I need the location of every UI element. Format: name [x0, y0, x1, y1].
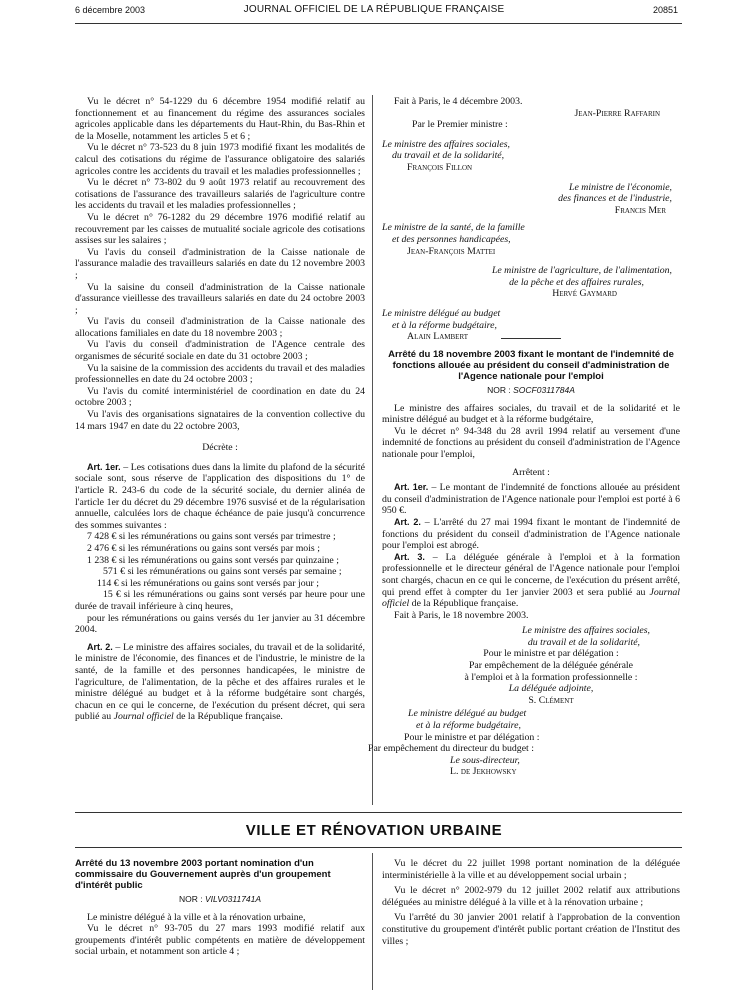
s2-line-3: Le sous-directeur,: [450, 754, 520, 766]
short-rule-1: [501, 338, 561, 339]
section-title: VILLE ET RÉNOVATION URBAINE: [245, 822, 503, 839]
section-top-rule: [75, 812, 682, 813]
header-date: 6 décembre 2003: [75, 5, 146, 15]
signatory-1-title: Le ministre des affaires sociales,: [382, 138, 510, 150]
vu-6: Vu la saisine du conseil d'administration de la Caisse nationale d'assurance vieillesse des travailleurs salariés en date du 24 octobre 2003 ;: [75, 281, 365, 316]
vu-2: Vu le décret n° 73-523 du 8 juin 1973 modifié fixant les modalités de calcul des cotisations du régime de l'assurance obligatoire des salariés agricoles contre les accidents du travail et les maladies professionnelles ;: [75, 142, 365, 177]
article-2: [75, 642, 365, 723]
s1-title-2: du travail et de la solidarité,: [527, 636, 640, 648]
signatory-1-name: François Fillon: [407, 161, 473, 173]
signatory-3-title: Le ministre de la santé, de la famille: [382, 222, 525, 234]
signatory-4-title-2: de la pêche et des affaires rurales,: [509, 276, 644, 288]
s2-title-2: et à la réforme budgétaire,: [416, 720, 521, 732]
vu-10: Vu l'avis du comité interministériel de coordination en date du 24 octobre 2003 ;: [75, 385, 365, 409]
article-1: [75, 462, 365, 532]
article-1-text: – Les cotisations dues dans la limite du plafond de la sécurité sociale sont, sous réserve de l'application des dispositions du 1° de l'article R. 243-6 du code de la sécurité sociale, du dernier alinéa de l'article 1er du décret du 29 décembre 1976 susvisé et de la régularisation annuelle, calculées lors de chaque échéance de paie jusqu'à concurrence des sommes suivantes :: [75, 461, 365, 531]
column-divider: [372, 95, 373, 805]
arrete-1-title: Arrêté du 18 novembre 2003 fixant le montant de l'indemnité de fonctions allouée au président du conseil d'administration de l'Agence nationale pour l'emploi: [388, 349, 674, 382]
arrete-2-p5: Vu l'arrêté du 30 janvier 2001 relatif à l'approbation de la convention constitutive du groupement d'intérêt public portant création de l'Institut des villes ;: [382, 912, 680, 947]
section-bottom-rule: [75, 847, 682, 848]
signatory-1: [382, 139, 680, 174]
s2-title: Le ministre délégué au budget: [408, 708, 527, 720]
arrete-1-art2-label: Art. 2.: [394, 516, 421, 527]
arrete-1-art3-end: de la République française.: [409, 598, 519, 610]
amount-period: pour les rémunérations ou gains versés du 1er janvier au 31 décembre 2004.: [75, 612, 365, 636]
arrete-1-p1: Le ministre des affaires sociales, du travail et de la solidarité et le ministre délégué au budget et à la réforme budgétaire,: [382, 402, 680, 426]
article-2-text: – Le ministre des affaires sociales, du travail et de la solidarité, le ministre de l'économie, des finances et de l'industrie, le ministre de la santé, de la famille et des personnes handicapées, le ministre de l'agriculture, de l'alimentation, de la pêche et des affaires rurales et le ministre délégué au budget et à la réforme budgétaire sont chargés, chacun en ce qui le concerne, de l'exécution du présent décret, qui sera publié au: [75, 641, 365, 723]
arrete-2-p3: Vu le décret du 22 juillet 1998 portant nomination de la déléguée interministérielle à la ville et au développement social urbain ;: [382, 858, 680, 881]
arrete-2-nor: [75, 894, 365, 906]
page-header: [0, 0, 748, 24]
s1-name: S. Clément: [528, 694, 574, 706]
signatory-2-title: Le ministre de l'économie,: [569, 181, 672, 193]
arrete-ville: [75, 858, 365, 958]
article-2-label: Art. 2.: [87, 641, 113, 652]
nor-label: NOR :: [487, 385, 511, 395]
signatory-4: [382, 265, 680, 300]
signatory-5-name: Alain Lambert: [407, 331, 468, 343]
arretent: Arrêtent :: [512, 466, 550, 478]
s1-line-4: La déléguée adjointe,: [508, 683, 594, 695]
amount-1: 7 428 € si les rémunérations ou gains sont versés par trimestre ;: [87, 531, 336, 543]
arrete-1-art3: [382, 552, 680, 610]
journal-officiel-ref: Journal officiel: [113, 711, 174, 723]
signatory-3-name: Jean-François Mattei: [407, 245, 496, 257]
vu-5: Vu l'avis du conseil d'administration de la Caisse nationale de l'assurance maladie des travailleurs salariés en date du 12 novembre 2003 ;: [75, 246, 365, 281]
arrete-1-nor: [382, 385, 680, 397]
amount-5: 114 € si les rémunérations ou gains sont versés par jour ;: [97, 577, 319, 589]
header-rule: [75, 23, 682, 24]
arrete-1-art1-text: – Le montant de l'indemnité de fonctions allouée au président du conseil d'administration de l'Agence nationale pour l'emploi est porté à 6 950 €.: [382, 482, 680, 517]
signatory-4-name: Hervé Gaymard: [552, 288, 617, 300]
s1-line-2: Par empêchement de la déléguée générale: [468, 660, 633, 672]
amount-3: 1 238 € si les rémunérations ou gains sont versés par quinzaine ;: [87, 554, 339, 566]
vu-7: Vu l'avis du conseil d'administration de la Caisse nationale des allocations familiales en date du 18 novembre 2003 ;: [75, 316, 365, 339]
article-2-end: de la République française.: [173, 711, 283, 723]
arrete-1-signatory-2: [382, 708, 680, 731]
nor-label-2: NOR :: [178, 894, 203, 904]
arrete-1-art2: [382, 517, 680, 552]
decrete: Décrète :: [202, 442, 238, 454]
page-number: 20851: [652, 5, 678, 15]
signature-pm: Jean-Pierre Raffarin: [574, 107, 660, 119]
par-premier-ministre: Par le Premier ministre :: [412, 119, 508, 131]
signatory-4-title: Le ministre de l'agriculture, de l'alimentation,: [491, 265, 672, 277]
signatory-2: [382, 182, 680, 217]
s2-line-2: Par empêchement du directeur du budget :: [368, 743, 534, 755]
arrete-2-p1: Le ministre délégué à la ville et à la rénovation urbaine,: [87, 911, 306, 923]
signatory-2-name: Francis Mer: [614, 204, 666, 216]
journal-title: JOURNAL OFFICIEL DE LA RÉPUBLIQUE FRANÇAISE: [243, 4, 505, 15]
vu-9: Vu la saisine de la commission des accidents du travail et des maladies professionnelles en date du 24 octobre 2003 ;: [75, 362, 365, 386]
amount-6: 15 € si les rémunérations ou gains sont versés par heure pour une durée de travail inférieure à cinq heures,: [75, 589, 365, 612]
amount-2: 2 476 € si les rémunérations ou gains sont versés par mois ;: [87, 542, 320, 554]
vu-4: Vu le décret n° 76-1282 du 29 décembre 1976 modifié relatif au recouvrement par les caisses de mutualité sociale agricole des cotisations assises sur les salaires ;: [75, 211, 365, 247]
arrete-1-art1: [382, 482, 680, 517]
vu-11: Vu l'avis des organisations signataires de la convention collective du 14 mars 1947 en date du 22 octobre 2003,: [75, 409, 365, 432]
arrete-1-signatory-1-delegation: [382, 648, 680, 706]
arrete-1-signatory-1: [382, 625, 680, 648]
signatory-3: [382, 222, 680, 257]
signatory-3-title-2: et des personnes handicapées,: [392, 233, 511, 245]
fait-paris-2: Fait à Paris, le 18 novembre 2003.: [394, 609, 529, 621]
nor-code: SOCF0311784A: [513, 385, 575, 395]
column-divider-bottom: [372, 853, 373, 990]
vu-3: Vu le décret n° 73-802 du 9 août 1973 relatif au recouvrement des cotisations de l'assurance des travailleurs salariés de l'agriculture contre les accidents du travail et les maladies professionnelles ;: [75, 177, 365, 212]
arrete-1-p2: Vu le décret n° 94-348 du 28 avril 1994 relatif au versement d'une indemnité de fonctions au président du conseil d'administration de l'Agence nationale pour l'emploi,: [382, 425, 680, 460]
arrete-1-art1-label: Art. 1er.: [394, 482, 429, 493]
decree-body: [75, 96, 365, 723]
fait-paris-1: Fait à Paris, le 4 décembre 2003.: [394, 96, 523, 107]
arrete-1-art2-text: – L'arrêté du 27 mai 1994 fixant le montant de l'indemnité de fonctions du président du conseil d'administration de l'Agence nationale pour l'emploi est abrogé.: [382, 516, 680, 552]
journal-officiel-ref-2: Journal officiel: [382, 586, 680, 610]
signatory-5-title-2: et à la réforme budgétaire,: [392, 319, 497, 331]
arrete-2-title: Arrêté du 13 novembre 2003 portant nomination d'un commissaire du Gouvernement auprès d'un groupement d'intérêt public: [75, 858, 331, 891]
amount-4: 571 € si les rémunérations ou gains sont versés par semaine ;: [103, 566, 342, 578]
nor-code-2: VILV0311741A: [204, 894, 262, 904]
arrete-1-art3-text: – La déléguée générale à l'emploi et à la formation professionnelle et le directeur général de l'Agence nationale pour l'emploi sont chargés, chacun en ce qui le concerne, de l'exécution du présent arrêté, qui prend effet à compter du 1er janvier 2003 et sera publié au: [382, 551, 681, 598]
signatory-5-title: Le ministre délégué au budget: [382, 307, 501, 319]
s1-title: Le ministre des affaires sociales,: [522, 625, 650, 637]
s2-line-1: Pour le ministre et par délégation :: [404, 731, 540, 743]
arrete-2-p2: Vu le décret n° 93-705 du 27 mars 1993 modifié relatif aux groupements d'intérêt public compétents en matière de développement social urbain, et notamment son article 4 ;: [75, 923, 365, 958]
vu-8: Vu l'avis du conseil d'administration de l'Agence centrale des organismes de sécurité sociale en date du 31 octobre 2003 ;: [75, 339, 365, 363]
s1-line-1: Pour le ministre et par délégation :: [483, 648, 619, 660]
s2-name: L. de Jekhowsky: [450, 766, 517, 778]
signatures-block: [382, 96, 680, 343]
signatory-1-title-2: du travail et de la solidarité,: [392, 150, 505, 162]
arrete-1-signatory-2-delegation: [368, 731, 680, 778]
signatory-2-title-2: des finances et de l'industrie,: [558, 193, 672, 205]
article-1-label: Art. 1er.: [87, 461, 121, 472]
arrete-2-p4: Vu le décret n° 2002-979 du 12 juillet 2002 relatif aux attributions déléguées au ministre délégué à la ville et à la rénovation urbaine ;: [382, 885, 680, 908]
arrete-ville-right: [382, 858, 680, 947]
arrete-1-art3-label: Art. 3.: [394, 551, 425, 562]
vu-1: Vu le décret n° 54-1229 du 6 décembre 1954 modifié relatif au fonctionnement et au financement du régime des assurances sociales agricoles applicable dans les départements du Haut-Rhin, du Bas-Rhin et de la Moselle, notamment les articles 5 et 6 ;: [75, 96, 365, 142]
arrete-agence-emploi: [368, 349, 681, 778]
s1-line-3: à l'emploi et à la formation professionnelle :: [464, 671, 638, 683]
